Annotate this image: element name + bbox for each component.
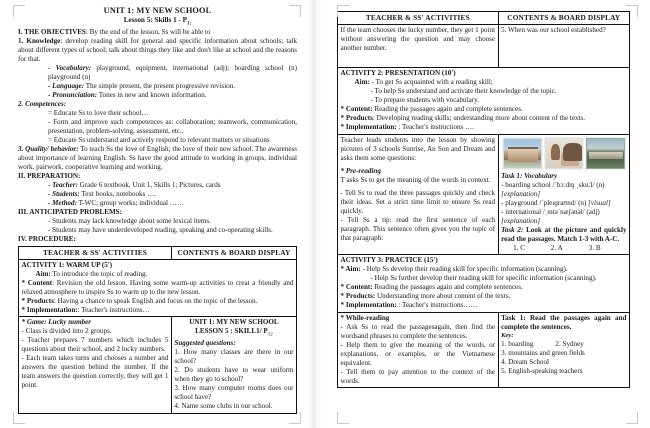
crop-mark-bottom-left: [13, 412, 25, 424]
suggested-question-1: 1. How many classes are there in our school?: [174, 348, 294, 366]
vocabulary-label: - Vocabulary:: [48, 64, 92, 73]
vocab-word-3: - international /ˌɪntəˈnæʃənəl/ (adj): [501, 207, 600, 216]
prereading-label-text: * Pre-reading: [340, 166, 381, 175]
activity2-implementation-text: : Teacher's instructions ….: [396, 123, 474, 132]
activity3-key-3: 3. mountains and green fields: [501, 349, 585, 358]
whilereading-label-text: * While-reading: [340, 313, 390, 322]
activity3-products-text: Understanding more about content of the texts.: [375, 292, 511, 301]
activity2-implementation-label: * Implementation:: [340, 123, 397, 132]
activity1-heading: [22, 261, 294, 270]
table-header-row: [19, 246, 297, 259]
activity1-aim: [22, 270, 294, 279]
col-header-teacher-activities-2: TEACHER & SS' ACTIVITIES: [338, 11, 499, 24]
col-header-board-display-2: CONTENTS & BOARD DISPLAY: [498, 11, 629, 24]
language-label: - Language:: [48, 82, 85, 91]
board-title-2-sub: 12: [267, 332, 273, 338]
language-text: The simple present, the present progressive revision.: [84, 82, 236, 91]
activity3-key-4: 4. Dream School: [501, 358, 549, 367]
activity2-board-cell: [498, 134, 629, 255]
activity3-left-bullet-1: - Ask Ss to read the passagesagain, then find the wordsand phrases to complete the sentences.: [340, 322, 496, 340]
activity1-content-label: * Content: [21, 278, 53, 287]
continued-teacher-cell: [338, 24, 499, 68]
crop-mark-bottom-left-2: [337, 412, 349, 424]
anticipated-heading-label: III. ANTICIPATED PROBLEMS:: [18, 208, 122, 217]
activity3-content-text: Reading the passages again and complete sentences.: [372, 283, 523, 292]
activity3-products: [341, 292, 627, 301]
pronunciation-text: Tones in new and known information.: [97, 91, 207, 100]
activity2-left-bullet-1: - Tell Ss to read the three passages quickly and check their ideas. Set a strict time limit to ensure Ss read quickly.: [340, 188, 496, 215]
knowledge-line: [18, 37, 297, 64]
suggested-question-4: 4. Name some clubs in our school.: [174, 402, 273, 411]
school-building-photo: [503, 138, 541, 169]
quality-text: To teach Ss the love of English; the love of their new school. The awareness about importance of learning English. Ss have the good attitude to working in groups, individual work, pairwork, cooperative learning and working.: [18, 145, 297, 172]
activity3-intro-cell: [338, 255, 630, 313]
activity3-implementation-label: * Implementation:: [340, 301, 397, 310]
vocab-note-3: [501, 217, 626, 226]
preparation-students: [18, 190, 297, 199]
suggested-question-3: 3. How many computer rooms does our school have?: [174, 384, 294, 402]
preparation-teacher: [18, 181, 297, 190]
preparation-heading-label: II. PREPARATION:: [18, 172, 81, 181]
vocab-word-2-text: - playground /ˈpleɪɡraʊnd/ (n): [501, 198, 587, 207]
competences-label: 2. Competences:: [18, 100, 67, 109]
activity3-heading: [341, 256, 627, 265]
activity3-teacher-cell: [338, 312, 499, 388]
language-line: [18, 82, 297, 91]
activity3-aim-2: - Help Ss further develop their reading skill for specific information (scanning).: [370, 274, 597, 283]
procedure-heading: [18, 235, 297, 244]
suggested-question-2: 2. Do students have to wear uniform when they go to school?: [174, 366, 294, 384]
game-line-1: - Class is divided into 2 groups.: [21, 327, 112, 336]
preparation-teacher-text: Grade 6 textbook, Unit 1, Skills 1; Pictures, cards: [77, 181, 221, 190]
activity3-aim-1-text: - Help Ss develop their reading skill for specific information (scanning).: [360, 265, 568, 274]
activity2-content: [341, 105, 627, 114]
students-reading-photo: [545, 138, 583, 169]
activity2-aim-2: - To help Ss understand and activate their knowledge of the topic.: [370, 87, 557, 96]
anticipated-heading: [18, 208, 297, 217]
vocabulary-text: playground, equipment, international (adj); boarding school (n) playground (n): [48, 64, 298, 82]
col-header-board-display: CONTENTS & BOARD DISPLAY: [171, 246, 296, 259]
task1-vocabulary-label: [501, 172, 626, 181]
crop-mark-top-left-2: [337, 5, 349, 17]
subtitle-text: Lesson 5: Skills 1 - P: [123, 15, 188, 24]
board-title-2: [174, 327, 293, 339]
page-title: UNIT 1: MY NEW SCHOOL: [103, 6, 212, 15]
activity1-teacher-cell: [19, 317, 172, 413]
activity3-content: [341, 283, 627, 292]
vocab-note-2-text: [visual]: [588, 198, 611, 207]
task2-line: [501, 226, 626, 244]
activity2-intro-cell: [338, 68, 630, 135]
game-line-3: - Each team takes turns and chooses a number and answers the question behind the number. If the team answers the question correctly, they will get 1 point.: [21, 354, 169, 390]
table-header-row-2: [338, 11, 630, 24]
procedure-table-right: [337, 11, 630, 389]
task1-vocabulary-label-text: Task 1: Vocabulary: [501, 171, 558, 180]
activity3-content-label: * Content:: [340, 283, 373, 292]
activity3-task1-label-text: Task 1: Read the passages again and complete the sentences.: [501, 313, 627, 331]
preparation-students-text: Text books, notebooks ….: [79, 190, 156, 199]
activity2-content-label: * Content:: [340, 105, 373, 114]
activity2-implementation: [341, 123, 627, 132]
crop-mark-top-right: [289, 5, 301, 17]
board-title-1: [174, 318, 293, 327]
activity1-intro-row: [19, 259, 297, 317]
pronunciation-line: [18, 91, 297, 100]
activity2-heading-label: ACTIVITY 2: PRESENTATION (10'): [340, 69, 456, 78]
quality-line: [18, 145, 297, 172]
vocabulary-line: [18, 64, 297, 82]
preparation-students-label: - Students:: [48, 190, 80, 199]
game-label-text: * Game: Lucky number: [21, 318, 92, 327]
activity2-left-bullet-2: - Tell Ss a tip: read the first sentence of each paragraph. This sentence often gives you the topic of that paragraph:: [340, 215, 496, 242]
activity3-task1-label: [501, 314, 626, 332]
activity3-implementation: [341, 301, 627, 310]
activity2-aim-1-text: - To get Ss acquainted with a reading skill;: [369, 78, 493, 87]
activity1-implementation-text: : Teacher's instructions…: [77, 305, 150, 314]
activity2-products-text: : Developing reading skills; understanding more about content of the texts.: [372, 114, 586, 123]
page-left: [0, 0, 310, 428]
task2-answers-row: [501, 244, 626, 253]
activity1-products-text: : Having a chance to speak English and focus on the topic of the lesson.: [53, 296, 258, 305]
board-title-2-text: LESSON 5 : SKILL1/ P: [195, 327, 268, 336]
activity2-teacher-cell: [338, 134, 499, 255]
preparation-heading: [18, 172, 297, 181]
crop-mark-top-left: [13, 5, 25, 17]
vocab-note-1: [501, 190, 626, 199]
task2-answer-2: 2. A: [550, 243, 563, 252]
activity1-content: [22, 279, 294, 297]
activity2-products-label: * Products: [340, 114, 373, 123]
competences-heading: [18, 100, 297, 109]
activity3-body-row: [338, 312, 630, 388]
activity2-content-text: Reading the passages again and complete sentences.: [372, 105, 523, 114]
activity3-key-1: 1. boarding: [501, 340, 534, 349]
anticipated-item-2: - Students may have underdeveloped reading, speaking and co-operating skills.: [48, 226, 273, 235]
page-right: [310, 0, 650, 428]
competences-item-2: - Form and improve such competences as: collaboration; teamwork, communication, presentation, problem-solving, assessment, etc..: [48, 118, 297, 136]
whilereading-label: [341, 314, 496, 323]
objectives-heading: [18, 28, 297, 37]
vocab-note-1-text: [explanation]: [501, 189, 541, 198]
task2-text: Look at the picture and quickly read the passages. Match 1-3 with A-C.: [501, 225, 627, 243]
task2-answer-1: 1. C: [513, 243, 525, 252]
prereading-label: [341, 167, 496, 176]
activity2-aim-3: - To prepare students with vocabulary.: [370, 96, 479, 105]
activity2-aim-label: Aim:: [354, 78, 370, 87]
prereading-text: T asks Ss to get the meaning of the words in context.: [340, 175, 491, 184]
activity3-aim-label: * Aim:: [340, 265, 361, 274]
activity1-aim-text: To introduce the topic of reading.: [50, 269, 148, 278]
activity2-heading: [341, 69, 627, 78]
activity3-heading-label: ACTIVITY 3: PRACTICE (15'): [340, 256, 438, 265]
pronunciation-label: - Pronunciation:: [48, 91, 98, 100]
activity2-products: [341, 114, 627, 123]
activity2-left-intro: Teacher leads students into the lesson by showing pictures of 3 schools Sunrise, An Son and Dream and asks them some questions:: [340, 135, 496, 162]
col-header-teacher-activities: TEACHER & SS' ACTIVITIES: [19, 246, 172, 259]
task2-answer-3: 3. B: [588, 243, 601, 252]
activity3-intro-row: [338, 255, 630, 313]
activity3-aim-1: [341, 265, 627, 274]
activity1-board-cell: [171, 317, 296, 413]
suggested-questions-label: [174, 339, 293, 348]
activity3-key-row-1: [501, 340, 626, 349]
activity1-intro-cell: [19, 259, 297, 317]
activity3-implementation-text: : Teacher's instructions……: [396, 301, 478, 310]
knowledge-label: 1. Knowledge: [18, 37, 61, 46]
knowledge-text: : develop reading skill for general and specific information about schools; talk about different types of school; talk about things they like and don't like at school and the reasons for that.: [18, 37, 297, 64]
vocab-note-3-text: [explanation]: [501, 216, 541, 225]
activity1-products-label: * Products: [21, 296, 54, 305]
school-photos-row: [501, 136, 626, 172]
activity3-left-bullet-2: - Help them to give the meaning of the words, or explanations, or examples, or the Vietnamese equivalent.: [340, 340, 496, 367]
procedure-table-left: [18, 246, 297, 414]
activity3-key-label: Key:: [501, 331, 514, 339]
quality-label: 3. Quality/ behavior:: [18, 145, 79, 154]
suggested-question-5: 5. When was our school established?: [501, 25, 606, 34]
anticipated-item-1: - Students may lack knowledge about some lexical items.: [48, 217, 211, 226]
vocab-word-1: - boarding school /ˈbɔːdɪŋ ˌskuːl/ (n): [501, 180, 605, 189]
activity3-left-bullet-3: - Tell them to pay attention to the context of the words.: [340, 367, 496, 385]
activity3-key-5: 5. English-speaking teachers: [501, 367, 583, 376]
campus-landscape-photo: [586, 138, 624, 169]
crop-mark-bottom-right-2: [626, 412, 638, 424]
game-line-2: - Teacher prepares 7 numbers which includes 5 questions about their school, and 2 lucky numbers.: [21, 336, 169, 354]
activity1-implementation-label: * Implementation:: [21, 305, 78, 314]
preparation-method-text: T-WC; group works; individual ……: [76, 199, 184, 208]
game-label: [22, 318, 169, 327]
activity2-intro-row: [338, 68, 630, 135]
board-title-1-text: UNIT 1: MY NEW SCHOOL: [189, 318, 279, 327]
activity1-heading-label: ACTIVITY 1: WARM UP (5'): [21, 260, 113, 269]
continued-row: [338, 24, 630, 68]
activity2-body-row: [338, 134, 630, 255]
preparation-method-label: - Method:: [48, 199, 77, 208]
crop-mark-bottom-right: [289, 412, 301, 424]
activity1-implementation: [22, 306, 294, 315]
continued-board-cell: [498, 24, 629, 68]
activity3-board-cell: [498, 312, 629, 388]
activity1-products: [22, 297, 294, 306]
activity1-aim-label: Aim:: [35, 269, 51, 278]
crop-mark-top-right-2: [626, 5, 638, 17]
task2-label: Task 2:: [501, 225, 524, 234]
page-subtitle: [18, 16, 297, 27]
competences-item-3: = Educate Ss understand and actively respond to relevant matters or situations: [48, 136, 270, 145]
suggested-questions-label-text: Suggested questions:: [174, 339, 236, 348]
objectives-heading-label: I. THE OBJECTIVES: [18, 28, 86, 37]
subtitle-subscript: 1;: [187, 21, 192, 27]
activity1-content-text: : Revision the old lesson. Having some warm-up activities to creat a friendly and relaxed atmosphere to inspire Ss to warm up to the new lesson.: [21, 278, 294, 296]
continued-left-text: If the team chooses the lucky number, they get 1 point without answering the question and may choose another number.: [340, 25, 496, 52]
procedure-heading-label: IV. PROCEDURE:: [18, 235, 76, 244]
preparation-teacher-label: - Teacher:: [48, 181, 78, 190]
competences-item-1: = Educate Ss to love their school…: [48, 109, 149, 118]
activity2-aim-1: [341, 78, 627, 87]
vocab-word-2: [501, 199, 626, 208]
activity3-key-2: 2. Sydney: [555, 340, 584, 349]
activity3-products-label: * Products:: [340, 292, 376, 301]
preparation-method: [18, 199, 297, 208]
activity1-body-row: [19, 317, 297, 413]
objectives-heading-rest: : By the end of the lesson, Ss will be able to: [85, 28, 211, 37]
